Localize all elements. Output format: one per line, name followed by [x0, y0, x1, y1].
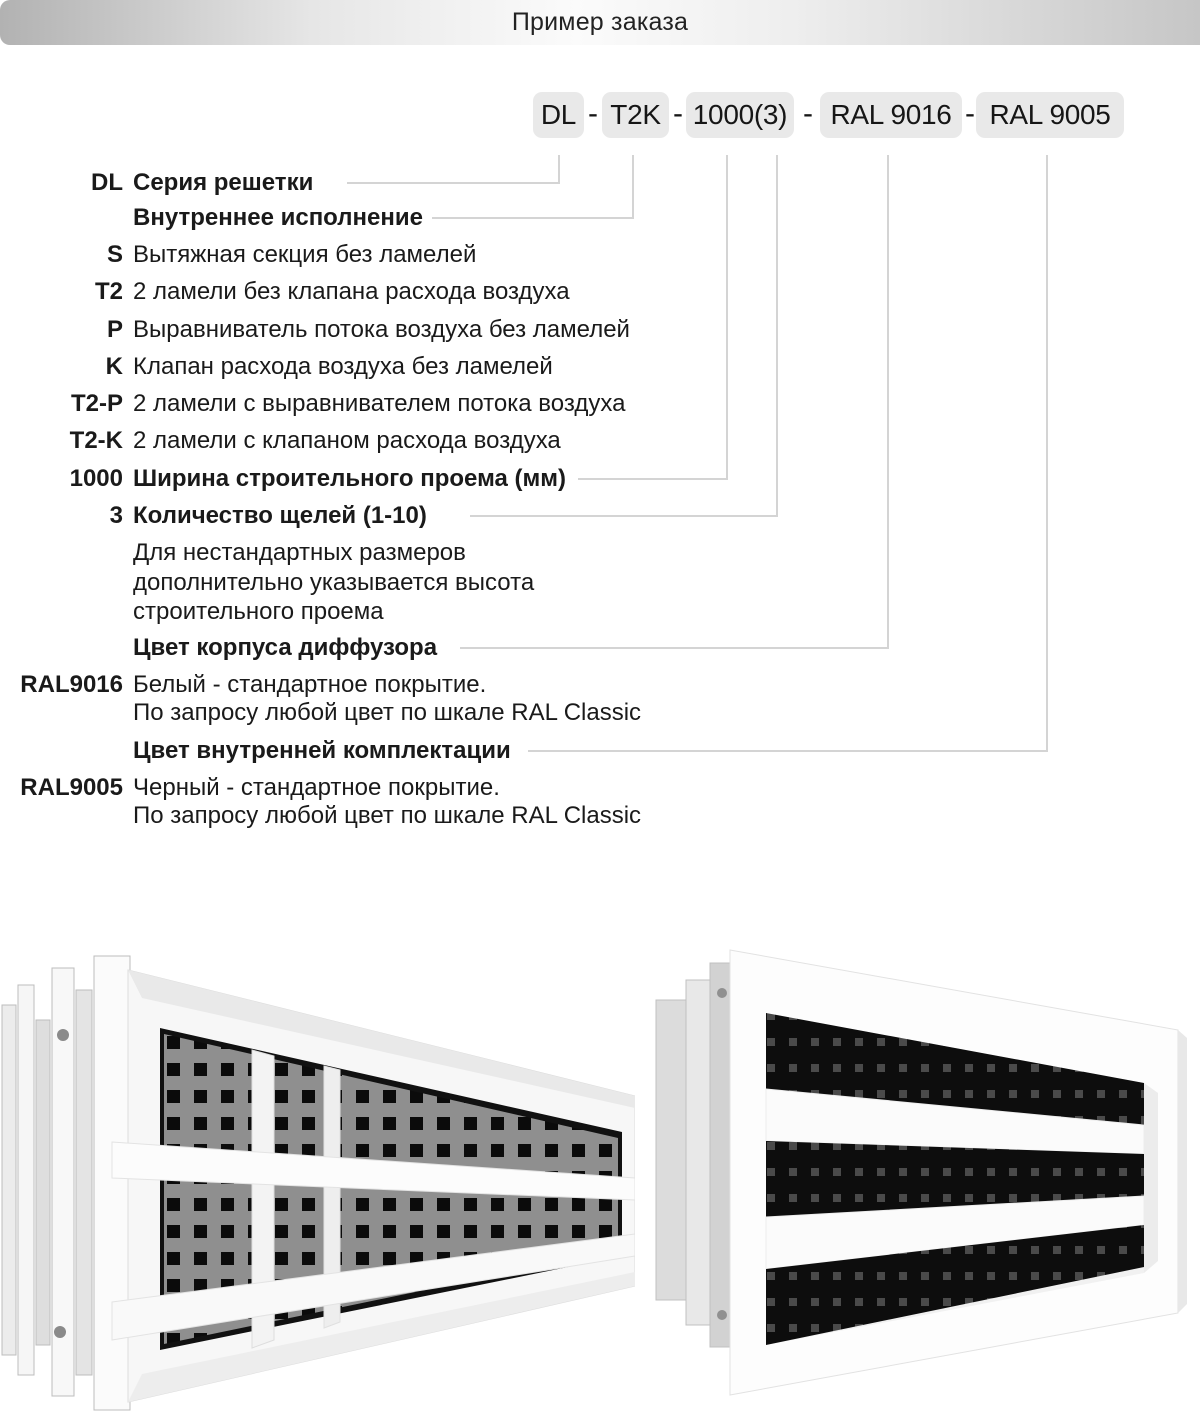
legend-row-ral9016	[0, 671, 1200, 701]
legend-label: T2-P	[70, 390, 123, 417]
legend-label: P	[106, 316, 123, 343]
screw-icon	[717, 988, 727, 998]
legend-note-line	[0, 699, 1200, 729]
legend-text: Цвет внутренней комплектации	[133, 737, 511, 764]
legend-label: S	[106, 241, 123, 268]
legend-text: Количество щелей (1-10)	[133, 502, 427, 529]
code-box-body-color: RAL 9016	[820, 92, 962, 138]
legend-text: По запросу любой цвет по шкале RAL Classic	[133, 802, 642, 829]
code-separator: -	[965, 97, 975, 130]
legend-row-s	[0, 241, 1200, 271]
legend-text: Черный - стандартное покрытие.	[133, 774, 500, 801]
legend-row-t2k	[0, 427, 1200, 457]
legend-row-width	[0, 465, 1200, 495]
legend-text: 2 ламели с клапаном расхода воздуха	[133, 427, 561, 454]
legend-row-body-color-header	[0, 634, 1200, 664]
legend-row-series	[0, 169, 1200, 199]
code-box-internal: T2K	[602, 92, 669, 138]
legend-text: По запросу любой цвет по шкале RAL Classic	[133, 699, 642, 726]
page-title: Пример заказа	[511, 8, 689, 36]
legend-label: T2-K	[69, 427, 123, 454]
legend-text: Ширина строительного проема (мм)	[133, 465, 567, 492]
code-box-inner-color: RAL 9005	[976, 92, 1124, 138]
legend-row-inner-color-header	[0, 737, 1200, 767]
code-separator: -	[588, 97, 598, 130]
code-box-size: 1000(3)	[686, 92, 794, 138]
legend-row-ral9005	[0, 774, 1200, 804]
code-separator: -	[673, 97, 683, 130]
legend-label: K	[105, 353, 123, 380]
legend-note-line	[0, 598, 1200, 628]
legend-label: T2	[94, 278, 123, 305]
legend-label: RAL9016	[20, 671, 123, 698]
legend-row-internal-header	[0, 204, 1200, 234]
screw-icon	[57, 1029, 69, 1041]
legend-text: 2 ламели без клапана расхода воздуха	[133, 278, 570, 305]
legend-text: строительного проема	[133, 598, 384, 625]
product-photo-left	[0, 950, 635, 1416]
screw-icon	[54, 1326, 66, 1338]
code-separator: -	[803, 97, 813, 130]
legend-row-k	[0, 353, 1200, 383]
product-photo-right	[650, 925, 1200, 1416]
code-box-series: DL	[533, 92, 584, 138]
legend-note-line	[0, 802, 1200, 832]
legend-text: Для нестандартных размеров	[133, 539, 466, 566]
legend-row-t2	[0, 278, 1200, 308]
legend-text: Белый - стандартное покрытие.	[133, 671, 487, 698]
legend-note-line	[0, 539, 1200, 569]
legend-text: Выравниватель потока воздуха без ламелей	[133, 316, 630, 343]
legend-text: Клапан расхода воздуха без ламелей	[133, 353, 553, 380]
legend-text: 2 ламели с выравнивателем потока воздуха	[133, 390, 626, 417]
legend-note-line	[0, 569, 1200, 599]
legend-row-t2p	[0, 390, 1200, 420]
legend-row-slots	[0, 502, 1200, 532]
legend-text: Цвет корпуса диффузора	[133, 634, 438, 661]
legend-text: Внутреннее исполнение	[133, 204, 423, 231]
legend-label: 1000	[69, 465, 123, 492]
screw-icon	[717, 1310, 727, 1320]
legend-label: DL	[91, 169, 123, 196]
legend-text: дополнительно указывается высота	[133, 569, 535, 596]
legend-label: 3	[109, 502, 123, 529]
legend-text: Вытяжная секция без ламелей	[133, 241, 477, 268]
legend-text: Серия решетки	[133, 169, 314, 196]
legend-label: RAL9005	[20, 774, 123, 801]
legend-row-p	[0, 316, 1200, 346]
